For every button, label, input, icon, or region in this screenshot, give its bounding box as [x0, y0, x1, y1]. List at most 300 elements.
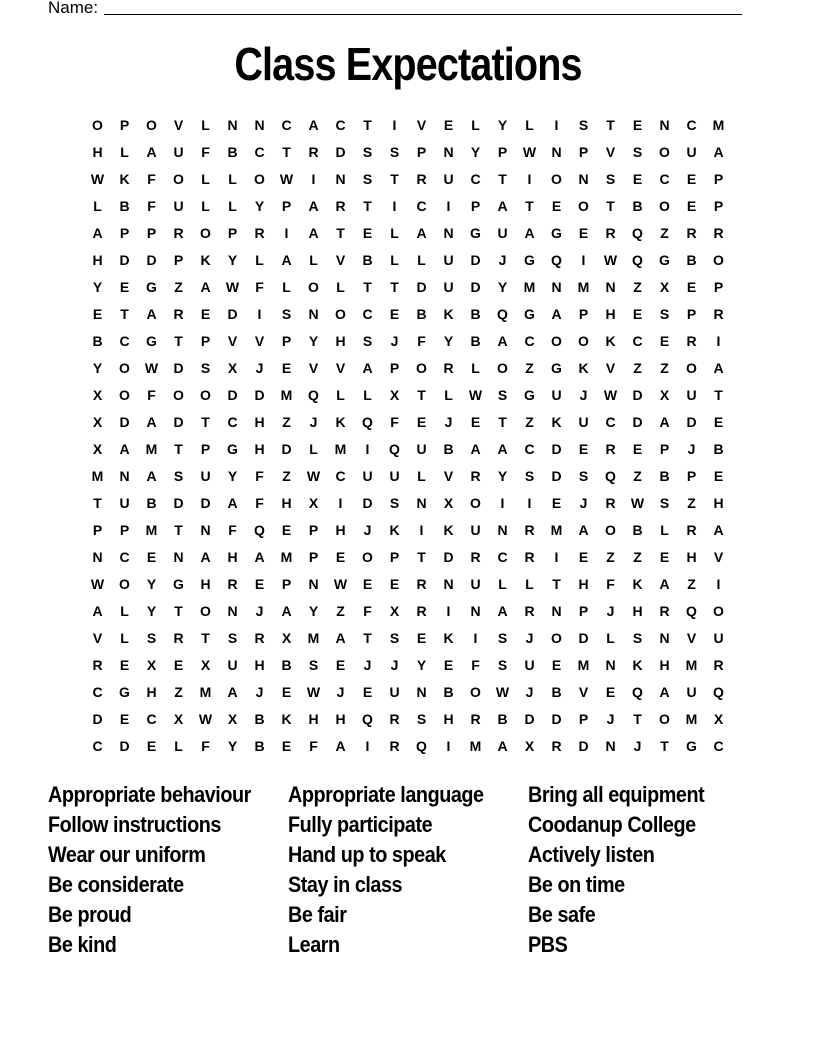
grid-letter: K [578, 360, 589, 376]
grid-letter: N [578, 171, 589, 187]
grid-letter: X [308, 495, 319, 511]
grid-row [84, 517, 732, 544]
grid-letter: J [309, 414, 318, 430]
name-line [48, 0, 742, 18]
grid-letter: B [119, 198, 130, 214]
word-list-item: Be on time [528, 872, 625, 897]
grid-letter: N [416, 495, 427, 511]
grid-letter: X [524, 738, 535, 754]
grid-letter: U [578, 414, 589, 430]
grid-letter: U [686, 144, 697, 160]
grid-letter: L [228, 171, 237, 187]
word-list-item: Be considerate [48, 872, 184, 897]
grid-letter: R [605, 441, 616, 457]
grid-letter: T [606, 198, 615, 214]
grid-letter: U [227, 657, 238, 673]
grid-letter: J [363, 522, 372, 538]
grid-letter: L [309, 441, 318, 457]
grid-letter: J [525, 684, 534, 700]
grid-letter: D [173, 360, 184, 376]
grid-letter: S [227, 630, 238, 646]
grid-letter: A [470, 441, 481, 457]
grid-letter: F [255, 279, 264, 295]
grid-letter: W [198, 711, 213, 727]
grid-letter: N [173, 549, 184, 565]
grid-letter: A [578, 522, 589, 538]
grid-letter: F [363, 603, 372, 619]
grid-letter: A [659, 684, 670, 700]
grid-letter: X [659, 279, 670, 295]
grid-letter: T [498, 171, 507, 187]
grid-letter: E [281, 360, 292, 376]
grid-letter: S [578, 468, 589, 484]
grid-row [84, 544, 732, 571]
grid-letter: H [659, 657, 670, 673]
grid-letter: K [632, 576, 643, 592]
grid-letter: A [713, 360, 724, 376]
grid-letter: V [713, 549, 724, 565]
grid-letter: I [554, 549, 559, 565]
grid-letter: B [362, 252, 373, 268]
grid-letter: A [200, 549, 211, 565]
grid-letter: R [659, 603, 670, 619]
grid-letter: Z [660, 360, 669, 376]
grid-letter: F [201, 738, 210, 754]
grid-letter: L [444, 387, 453, 403]
grid-letter: W [495, 684, 510, 700]
grid-letter: T [390, 279, 399, 295]
grid-letter: D [578, 630, 589, 646]
grid-letter: B [713, 441, 724, 457]
grid-letter: Y [92, 360, 103, 376]
grid-letter: X [227, 360, 238, 376]
grid-letter: S [497, 387, 508, 403]
grid-letter: L [174, 738, 183, 754]
grid-letter: A [551, 306, 562, 322]
grid-letter: E [659, 333, 670, 349]
grid-letter: A [497, 441, 508, 457]
grid-letter: T [417, 549, 426, 565]
grid-letter: O [578, 333, 589, 349]
grid-letter: N [443, 144, 454, 160]
grid-letter: T [525, 198, 534, 214]
grid-letter: B [443, 684, 454, 700]
grid-letter: S [578, 117, 589, 133]
grid-letter: N [416, 684, 427, 700]
grid-letter: V [605, 144, 616, 160]
grid-letter: A [119, 441, 130, 457]
grid-letter: G [551, 225, 562, 241]
grid-letter: G [551, 360, 562, 376]
grid-letter: V [578, 684, 589, 700]
word-list-item: Be kind [48, 932, 117, 957]
grid-letter: C [632, 333, 643, 349]
grid-letter: B [659, 468, 670, 484]
grid-letter: P [389, 549, 400, 565]
grid-letter: D [335, 144, 346, 160]
grid-letter: Y [416, 657, 427, 673]
grid-letter: B [686, 252, 697, 268]
grid-letter: B [632, 198, 643, 214]
grid-letter: U [713, 630, 724, 646]
grid-letter: D [443, 549, 454, 565]
grid-letter: U [551, 387, 562, 403]
grid-letter: O [713, 603, 724, 619]
grid-letter: W [90, 576, 105, 592]
grid-letter: K [443, 630, 454, 646]
grid-letter: O [173, 171, 184, 187]
grid-letter: K [632, 657, 643, 673]
word-list-item: Actively listen [528, 842, 655, 867]
grid-letter: U [443, 279, 454, 295]
word-list-item: Appropriate behaviour [48, 782, 251, 807]
grid-letter: R [173, 225, 184, 241]
grid-letter: Q [416, 738, 427, 754]
word-list-item: Be proud [48, 902, 132, 927]
grid-letter: G [524, 252, 535, 268]
grid-letter: E [335, 549, 346, 565]
grid-letter: I [257, 306, 262, 322]
grid-row [84, 598, 732, 625]
grid-letter: U [389, 468, 400, 484]
grid-letter: Z [660, 225, 669, 241]
grid-letter: O [551, 333, 562, 349]
grid-letter: O [686, 360, 697, 376]
word-list-item: Bring all equipment [528, 782, 705, 807]
grid-letter: U [416, 441, 427, 457]
grid-letter: A [713, 144, 724, 160]
grid-letter: B [551, 684, 562, 700]
grid-letter: T [201, 630, 210, 646]
grid-letter: A [146, 306, 157, 322]
grid-letter: V [92, 630, 103, 646]
word-list-item: Hand up to speak [288, 842, 446, 867]
grid-letter: N [551, 279, 562, 295]
grid-letter: E [713, 468, 724, 484]
grid-letter: M [712, 117, 725, 133]
grid-letter: A [92, 225, 103, 241]
grid-row [84, 328, 732, 355]
grid-letter: N [497, 522, 508, 538]
grid-letter: R [92, 657, 103, 673]
grid-row [84, 355, 732, 382]
grid-letter: X [281, 630, 292, 646]
grid-letter: B [254, 738, 265, 754]
grid-letter: O [416, 360, 427, 376]
grid-letter: E [146, 549, 157, 565]
grid-letter: C [686, 117, 697, 133]
grid-letter: C [92, 684, 103, 700]
grid-letter: D [227, 387, 238, 403]
grid-letter: S [659, 495, 670, 511]
grid-letter: E [686, 279, 697, 295]
grid-letter: U [173, 198, 184, 214]
grid-letter: X [92, 414, 103, 430]
grid-letter: S [362, 144, 373, 160]
grid-letter: S [659, 306, 670, 322]
grid-letter: P [281, 576, 292, 592]
grid-letter: Z [282, 414, 291, 430]
grid-letter: E [416, 630, 427, 646]
grid-letter: L [228, 198, 237, 214]
grid-letter: V [605, 360, 616, 376]
grid-letter: A [146, 468, 157, 484]
grid-letter: M [334, 441, 347, 457]
grid-letter: M [469, 738, 482, 754]
grid-letter: O [335, 306, 346, 322]
grid-letter: S [389, 495, 400, 511]
grid-letter: P [92, 522, 103, 538]
grid-letter: S [524, 468, 535, 484]
grid-letter: E [254, 576, 265, 592]
grid-row [84, 706, 732, 733]
grid-letter: Q [389, 441, 400, 457]
word-list-item: Appropriate language [288, 782, 484, 807]
grid-letter: T [201, 414, 210, 430]
grid-letter: Q [308, 387, 319, 403]
grid-letter: E [578, 549, 589, 565]
grid-letter: Y [497, 468, 508, 484]
grid-letter: D [173, 414, 184, 430]
grid-row [84, 652, 732, 679]
grid-letter: H [92, 144, 103, 160]
grid-letter: N [335, 171, 346, 187]
grid-letter: A [254, 549, 265, 565]
grid-letter: I [446, 198, 451, 214]
grid-letter: H [281, 495, 292, 511]
grid-letter: Z [606, 549, 615, 565]
grid-letter: F [228, 522, 237, 538]
grid-letter: J [579, 495, 588, 511]
grid-letter: Q [686, 603, 697, 619]
grid-letter: K [281, 711, 292, 727]
grid-letter: O [497, 360, 508, 376]
grid-letter: E [632, 117, 643, 133]
grid-letter: P [227, 225, 238, 241]
word-row [48, 840, 768, 870]
grid-letter: J [444, 414, 453, 430]
grid-letter: Y [254, 198, 265, 214]
grid-letter: H [443, 711, 454, 727]
word-list-item: Follow instructions [48, 812, 221, 837]
grid-letter: N [227, 117, 238, 133]
grid-letter: O [659, 711, 670, 727]
grid-letter: M [145, 441, 158, 457]
grid-letter: S [497, 630, 508, 646]
grid-letter: L [120, 144, 129, 160]
grid-letter: O [119, 576, 130, 592]
grid-letter: G [173, 576, 184, 592]
grid-letter: E [416, 414, 427, 430]
grid-letter: E [686, 198, 697, 214]
grid-letter: D [551, 468, 562, 484]
grid-letter: N [605, 738, 616, 754]
grid-letter: O [308, 279, 319, 295]
grid-letter: C [119, 549, 130, 565]
grid-letter: H [632, 603, 643, 619]
grid-letter: A [308, 117, 319, 133]
grid-letter: X [200, 657, 211, 673]
grid-letter: M [577, 279, 590, 295]
grid-letter: I [338, 495, 343, 511]
grid-letter: K [119, 171, 130, 187]
grid-letter: Y [470, 144, 481, 160]
grid-letter: D [173, 495, 184, 511]
grid-letter: T [336, 225, 345, 241]
grid-letter: Q [605, 468, 616, 484]
grid-letter: R [173, 306, 184, 322]
grid-letter: D [416, 279, 427, 295]
grid-letter: W [306, 684, 321, 700]
grid-letter: J [255, 360, 264, 376]
grid-letter: E [146, 738, 157, 754]
grid-letter: H [92, 252, 103, 268]
grid-letter: E [443, 117, 454, 133]
grid-letter: L [471, 117, 480, 133]
grid-letter: J [255, 684, 264, 700]
grid-letter: S [281, 306, 292, 322]
grid-letter: S [308, 657, 319, 673]
grid-letter: I [446, 603, 451, 619]
grid-letter: Z [687, 495, 696, 511]
word-list-item: Coodanup College [528, 812, 696, 837]
grid-letter: H [335, 333, 346, 349]
grid-letter: J [606, 603, 615, 619]
grid-letter: V [416, 117, 427, 133]
grid-letter: J [579, 387, 588, 403]
grid-letter: E [632, 306, 643, 322]
grid-letter: T [390, 171, 399, 187]
grid-letter: U [524, 657, 535, 673]
grid-letter: N [119, 468, 130, 484]
grid-letter: A [146, 144, 157, 160]
grid-letter: L [498, 576, 507, 592]
grid-letter: O [200, 225, 211, 241]
grid-letter: H [578, 576, 589, 592]
grid-letter: Y [92, 279, 103, 295]
grid-letter: P [200, 333, 211, 349]
grid-letter: G [470, 225, 481, 241]
word-list-item: Wear our uniform [48, 842, 206, 867]
grid-letter: M [91, 468, 104, 484]
grid-letter: N [443, 576, 454, 592]
grid-letter: L [201, 198, 210, 214]
grid-letter: W [333, 576, 348, 592]
grid-letter: L [606, 630, 615, 646]
grid-letter: P [308, 522, 319, 538]
grid-letter: P [713, 198, 724, 214]
grid-letter: I [554, 117, 559, 133]
grid-letter: U [200, 468, 211, 484]
grid-letter: N [551, 144, 562, 160]
grid-letter: C [146, 711, 157, 727]
grid-letter: K [551, 414, 562, 430]
grid-letter: O [362, 549, 373, 565]
grid-letter: P [119, 117, 130, 133]
grid-row [84, 733, 732, 760]
grid-letter: Z [687, 576, 696, 592]
grid-letter: M [523, 279, 536, 295]
grid-letter: P [308, 549, 319, 565]
grid-letter: O [605, 522, 616, 538]
grid-letter: Y [227, 252, 238, 268]
grid-letter: L [309, 252, 318, 268]
grid-letter: E [632, 171, 643, 187]
grid-letter: M [280, 387, 293, 403]
grid-row [84, 571, 732, 598]
grid-letter: B [470, 333, 481, 349]
grid-letter: R [605, 225, 616, 241]
grid-letter: T [174, 603, 183, 619]
grid-letter: U [362, 468, 373, 484]
grid-letter: J [525, 630, 534, 646]
grid-letter: J [606, 711, 615, 727]
grid-letter: N [443, 225, 454, 241]
grid-letter: V [254, 333, 265, 349]
grid-letter: P [686, 306, 697, 322]
grid-letter: U [443, 252, 454, 268]
grid-letter: A [281, 252, 292, 268]
grid-letter: R [470, 549, 481, 565]
grid-letter: D [200, 495, 211, 511]
grid-letter: S [497, 657, 508, 673]
grid-letter: L [390, 225, 399, 241]
grid-letter: D [281, 441, 292, 457]
grid-letter: W [279, 171, 294, 187]
grid-letter: N [551, 603, 562, 619]
grid-letter: A [335, 738, 346, 754]
grid-letter: I [419, 522, 424, 538]
grid-letter: N [227, 603, 238, 619]
grid-letter: B [281, 657, 292, 673]
grid-letter: L [120, 603, 129, 619]
grid-letter: P [119, 225, 130, 241]
grid-row [84, 436, 732, 463]
grid-letter: Q [713, 684, 724, 700]
grid-letter: U [686, 387, 697, 403]
grid-letter: Q [632, 225, 643, 241]
grid-letter: L [93, 198, 102, 214]
grid-letter: R [416, 603, 427, 619]
grid-letter: R [308, 144, 319, 160]
grid-letter: P [713, 171, 724, 187]
grid-letter: S [173, 468, 184, 484]
grid-letter: O [200, 387, 211, 403]
grid-letter: W [603, 252, 618, 268]
grid-letter: F [471, 657, 480, 673]
grid-letter: V [686, 630, 697, 646]
grid-letter: N [605, 657, 616, 673]
grid-letter: R [551, 738, 562, 754]
grid-letter: D [254, 387, 265, 403]
grid-letter: S [416, 711, 427, 727]
grid-letter: P [686, 468, 697, 484]
grid-row [84, 274, 732, 301]
grid-letter: A [227, 684, 238, 700]
word-row [48, 780, 768, 810]
grid-letter: S [200, 360, 211, 376]
grid-letter: U [497, 225, 508, 241]
grid-letter: D [686, 414, 697, 430]
grid-letter: D [119, 738, 130, 754]
grid-letter: P [659, 441, 670, 457]
grid-letter: S [362, 333, 373, 349]
grid-letter: N [254, 117, 265, 133]
grid-letter: V [335, 360, 346, 376]
grid-letter: N [605, 279, 616, 295]
grid-letter: Q [632, 684, 643, 700]
grid-letter: P [578, 603, 589, 619]
